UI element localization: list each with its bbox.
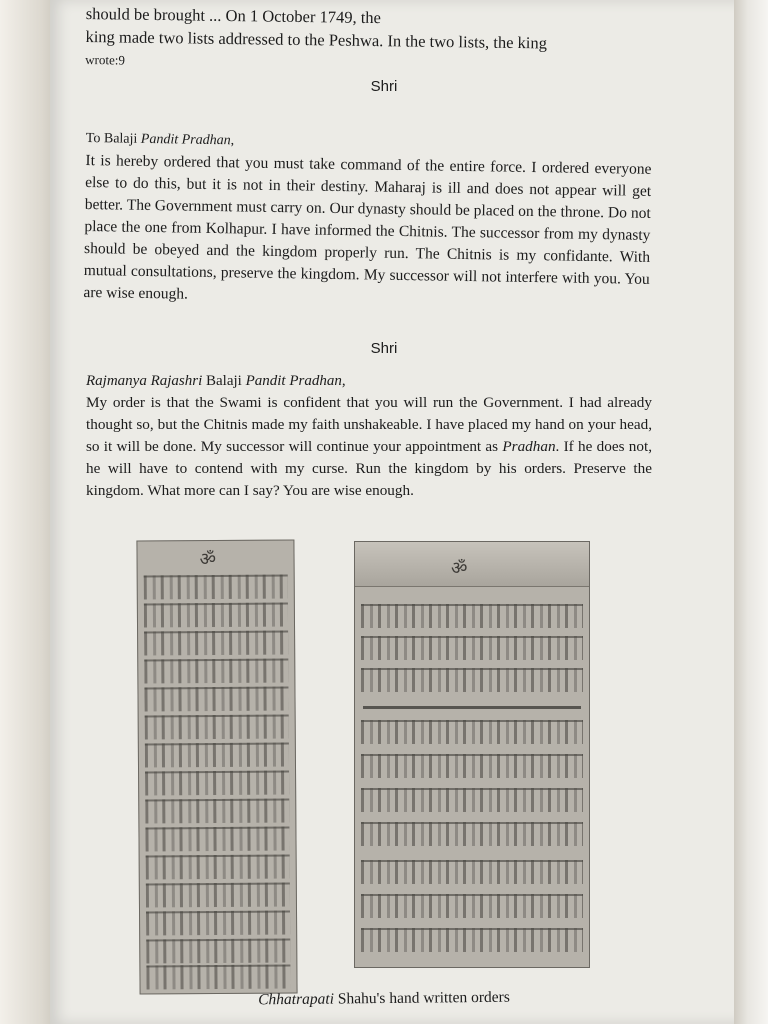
script-row — [361, 754, 583, 778]
script-row — [145, 742, 289, 767]
script-row — [146, 882, 290, 907]
book-right-edge — [734, 0, 768, 1024]
top-paragraph — [85, 2, 652, 79]
letter2-salutation: Rajmanya Rajashri Balaji Pandit Pradhan, — [86, 373, 346, 389]
letter1-salutation: To Balaji Pandit Pradhan, — [85, 130, 235, 149]
manuscript-image-right — [354, 541, 590, 968]
script-row — [144, 575, 288, 600]
figure-caption: Chhatrapati Shahu's hand written orders — [258, 988, 510, 1009]
letter1-heading: Shri — [370, 78, 398, 95]
script-row — [361, 604, 583, 628]
script-row — [361, 822, 583, 846]
manuscript-header-strip — [355, 542, 589, 587]
top-line-2: king made two lists addressed to the Peshwa. In the two lists, the king — [85, 26, 548, 53]
script-row — [361, 720, 583, 744]
script-row — [145, 714, 289, 739]
script-row — [145, 798, 289, 823]
letter2 — [86, 370, 652, 502]
script-row — [361, 894, 583, 918]
script-row — [144, 631, 288, 656]
script-row — [144, 659, 288, 684]
script-row — [361, 788, 583, 812]
letter2-heading: Shri — [370, 340, 398, 357]
top-line-3: wrote:9 — [85, 51, 126, 68]
shri-mark-icon: ॐ — [451, 558, 468, 579]
script-row — [146, 854, 290, 879]
script-row — [146, 938, 290, 963]
script-row — [361, 668, 583, 692]
script-row — [145, 826, 289, 851]
script-row — [146, 964, 290, 989]
letter1-body: It is hereby ordered that you must take command of the entire force. I ordered everyone else to do this, but it is not in their destiny. Maharaj is ill and does not appear will get better. The Government must carry on. Our dynasty should be placed on the throne. Do not place the one from Kolhapur. I have informed the Chitnis. The successor from my dynasty should be obeyed and the kingdom properly run. The Chitnis is my confidante. With mutual consultations, preserve the kingdom. My successor will not interfere with you. You are wise enough. — [83, 151, 652, 303]
letter1 — [83, 128, 652, 313]
script-row — [361, 860, 583, 884]
manuscript-image-left — [136, 539, 297, 994]
script-row — [361, 928, 583, 952]
letter2-body: My order is that the Swami is confident that you will run the Government. I had already thought so, but the Chitnis made my faith unshakeable. I have placed my hand on your head, so it will be done. My successor will continue your appointment as Pradhan. If he does not, he will have to contend with my curse. Run the kingdom by his orders. Preserve the kingdom. What more can I say? You are wise enough. — [86, 394, 652, 499]
script-row — [144, 603, 288, 628]
shri-mark-icon: ॐ — [199, 549, 217, 571]
top-line-1: should be brought ... On 1 October 1749, the — [85, 3, 382, 28]
script-row — [145, 770, 289, 795]
script-row — [144, 686, 288, 711]
script-row — [361, 636, 583, 660]
script-row — [146, 910, 290, 935]
strike-line — [363, 706, 581, 709]
